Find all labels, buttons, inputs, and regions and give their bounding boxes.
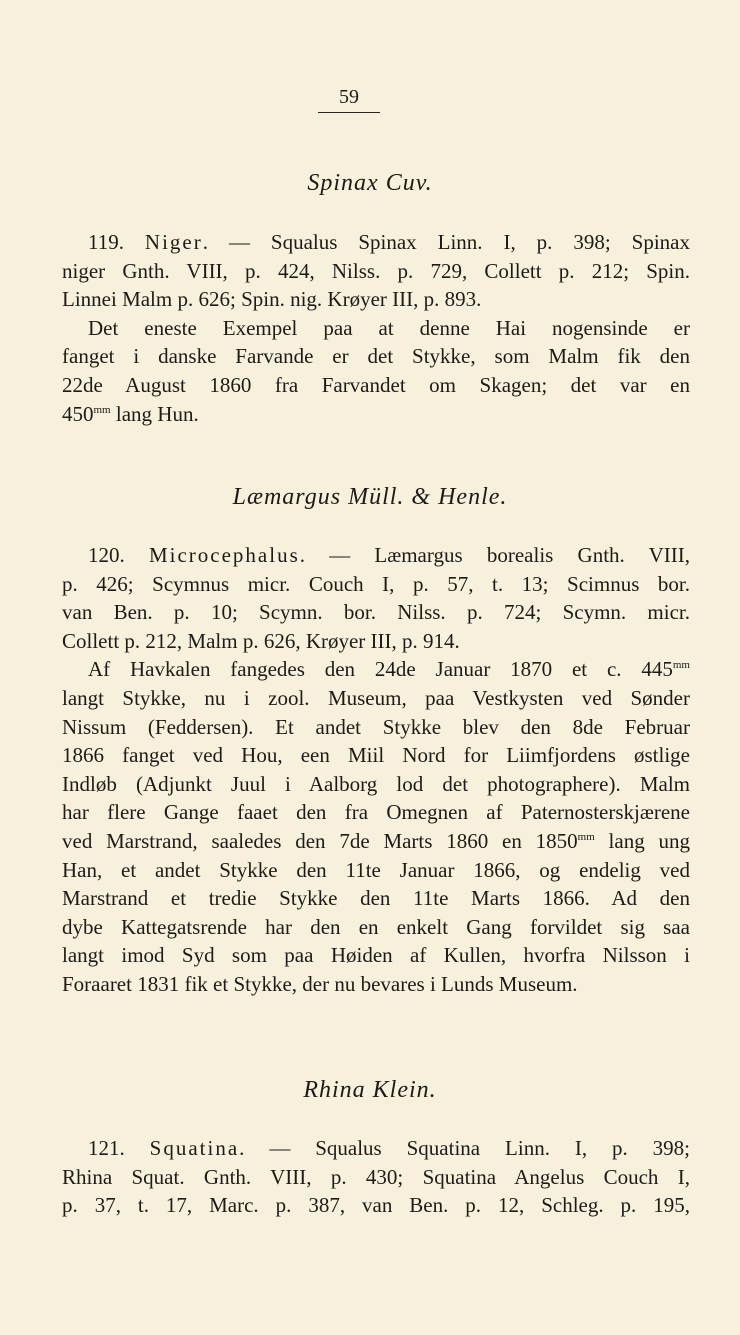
text-line: van Ben. p. 10; Scymn. bor. Nilss. p. 724; Scymn. micr. (62, 600, 690, 625)
text-line: Rhina Squat. Gnth. VIII, p. 430; Squatina Angelus Couch I, (62, 1164, 690, 1189)
text-line: langt Stykke, nu i zool. Museum, paa Vestkysten ved Sønder (62, 685, 690, 710)
text-line: Linnei Malm p. 626; Spin. nig. Krøyer III, p. 893. (62, 287, 482, 312)
text-line: Nissum (Feddersen). Et andet Stykke blev den 8de Februar (62, 714, 690, 739)
section-heading-laemargus: Læmargus Müll. & Henle. (232, 484, 508, 510)
text-line: 121. Squatina. — Squalus Squatina Linn. I, p. 398; (88, 1136, 690, 1160)
text-line: 22de August 1860 fra Farvandet om Skagen; det var en (62, 372, 690, 397)
text-line: fanget i danske Farvande er det Stykke, som Malm fik den (62, 344, 690, 369)
text-line: 120. Microcephalus. — Læmargus borealis Gnth. VIII, (88, 543, 690, 567)
page-number: 59 (318, 86, 380, 113)
text-line: har flere Gange faaet den fra Omegnen af Paternosterskjærene (62, 800, 690, 825)
text-line: Foraaret 1831 fik et Stykke, der nu bevares i Lunds Museum. (62, 971, 578, 996)
section-body-spinax (62, 228, 690, 428)
text-line: Af Havkalen fangedes den 24de Januar 1870 et c. $445^{mm}$ (88, 657, 690, 682)
section-body-rhina (62, 1134, 690, 1220)
text-line: p. 37, t. 17, Marc. p. 387, van Ben. p. 12, Schleg. p. 195, (62, 1193, 690, 1218)
section-body-laemargus (62, 541, 690, 999)
text-line: 1866 fanget ved Hou, een Miil Nord for Liimfjordens østlige (62, 743, 690, 768)
text-line: langt imod Syd som paa Høiden af Kullen, hvorfra Nilsson i (62, 943, 690, 968)
section-heading-spinax: Spinax Cuv. (307, 170, 433, 196)
text-line: dybe Kattegatsrende har den en enkelt Gang forvildet sig saa (62, 914, 690, 939)
text-line: Han, et andet Stykke den 11te Januar 1866, og endelig ved (62, 857, 690, 882)
text-line: p. 426; Scymnus micr. Couch I, p. 57, t. 13; Scimnus bor. (62, 571, 690, 596)
text-line: Det eneste Exempel paa at denne Hai nogensinde er (88, 315, 690, 340)
section-heading-rhina: Rhina Klein. (303, 1077, 437, 1103)
text-line: Indløb (Adjunkt Juul i Aalborg lod det photographere). Malm (62, 771, 690, 796)
text-line: 119. Niger. — Squalus Spinax Linn. I, p. 398; Spinax (88, 230, 690, 254)
text-line: Marstrand et tredie Stykke den 11te Marts 1866. Ad den (62, 886, 690, 911)
text-line: $450^{mm}$ lang Hun. (62, 401, 199, 426)
text-line: Collett p. 212, Malm p. 626, Krøyer III, p. 914. (62, 628, 460, 653)
text-line: ved Marstrand, saaledes den 7de Marts 1860 en $1850^{mm}$ lang ung (62, 828, 690, 853)
text-line: niger Gnth. VIII, p. 424, Nilss. p. 729, Collett p. 212; Spin. (62, 258, 690, 283)
